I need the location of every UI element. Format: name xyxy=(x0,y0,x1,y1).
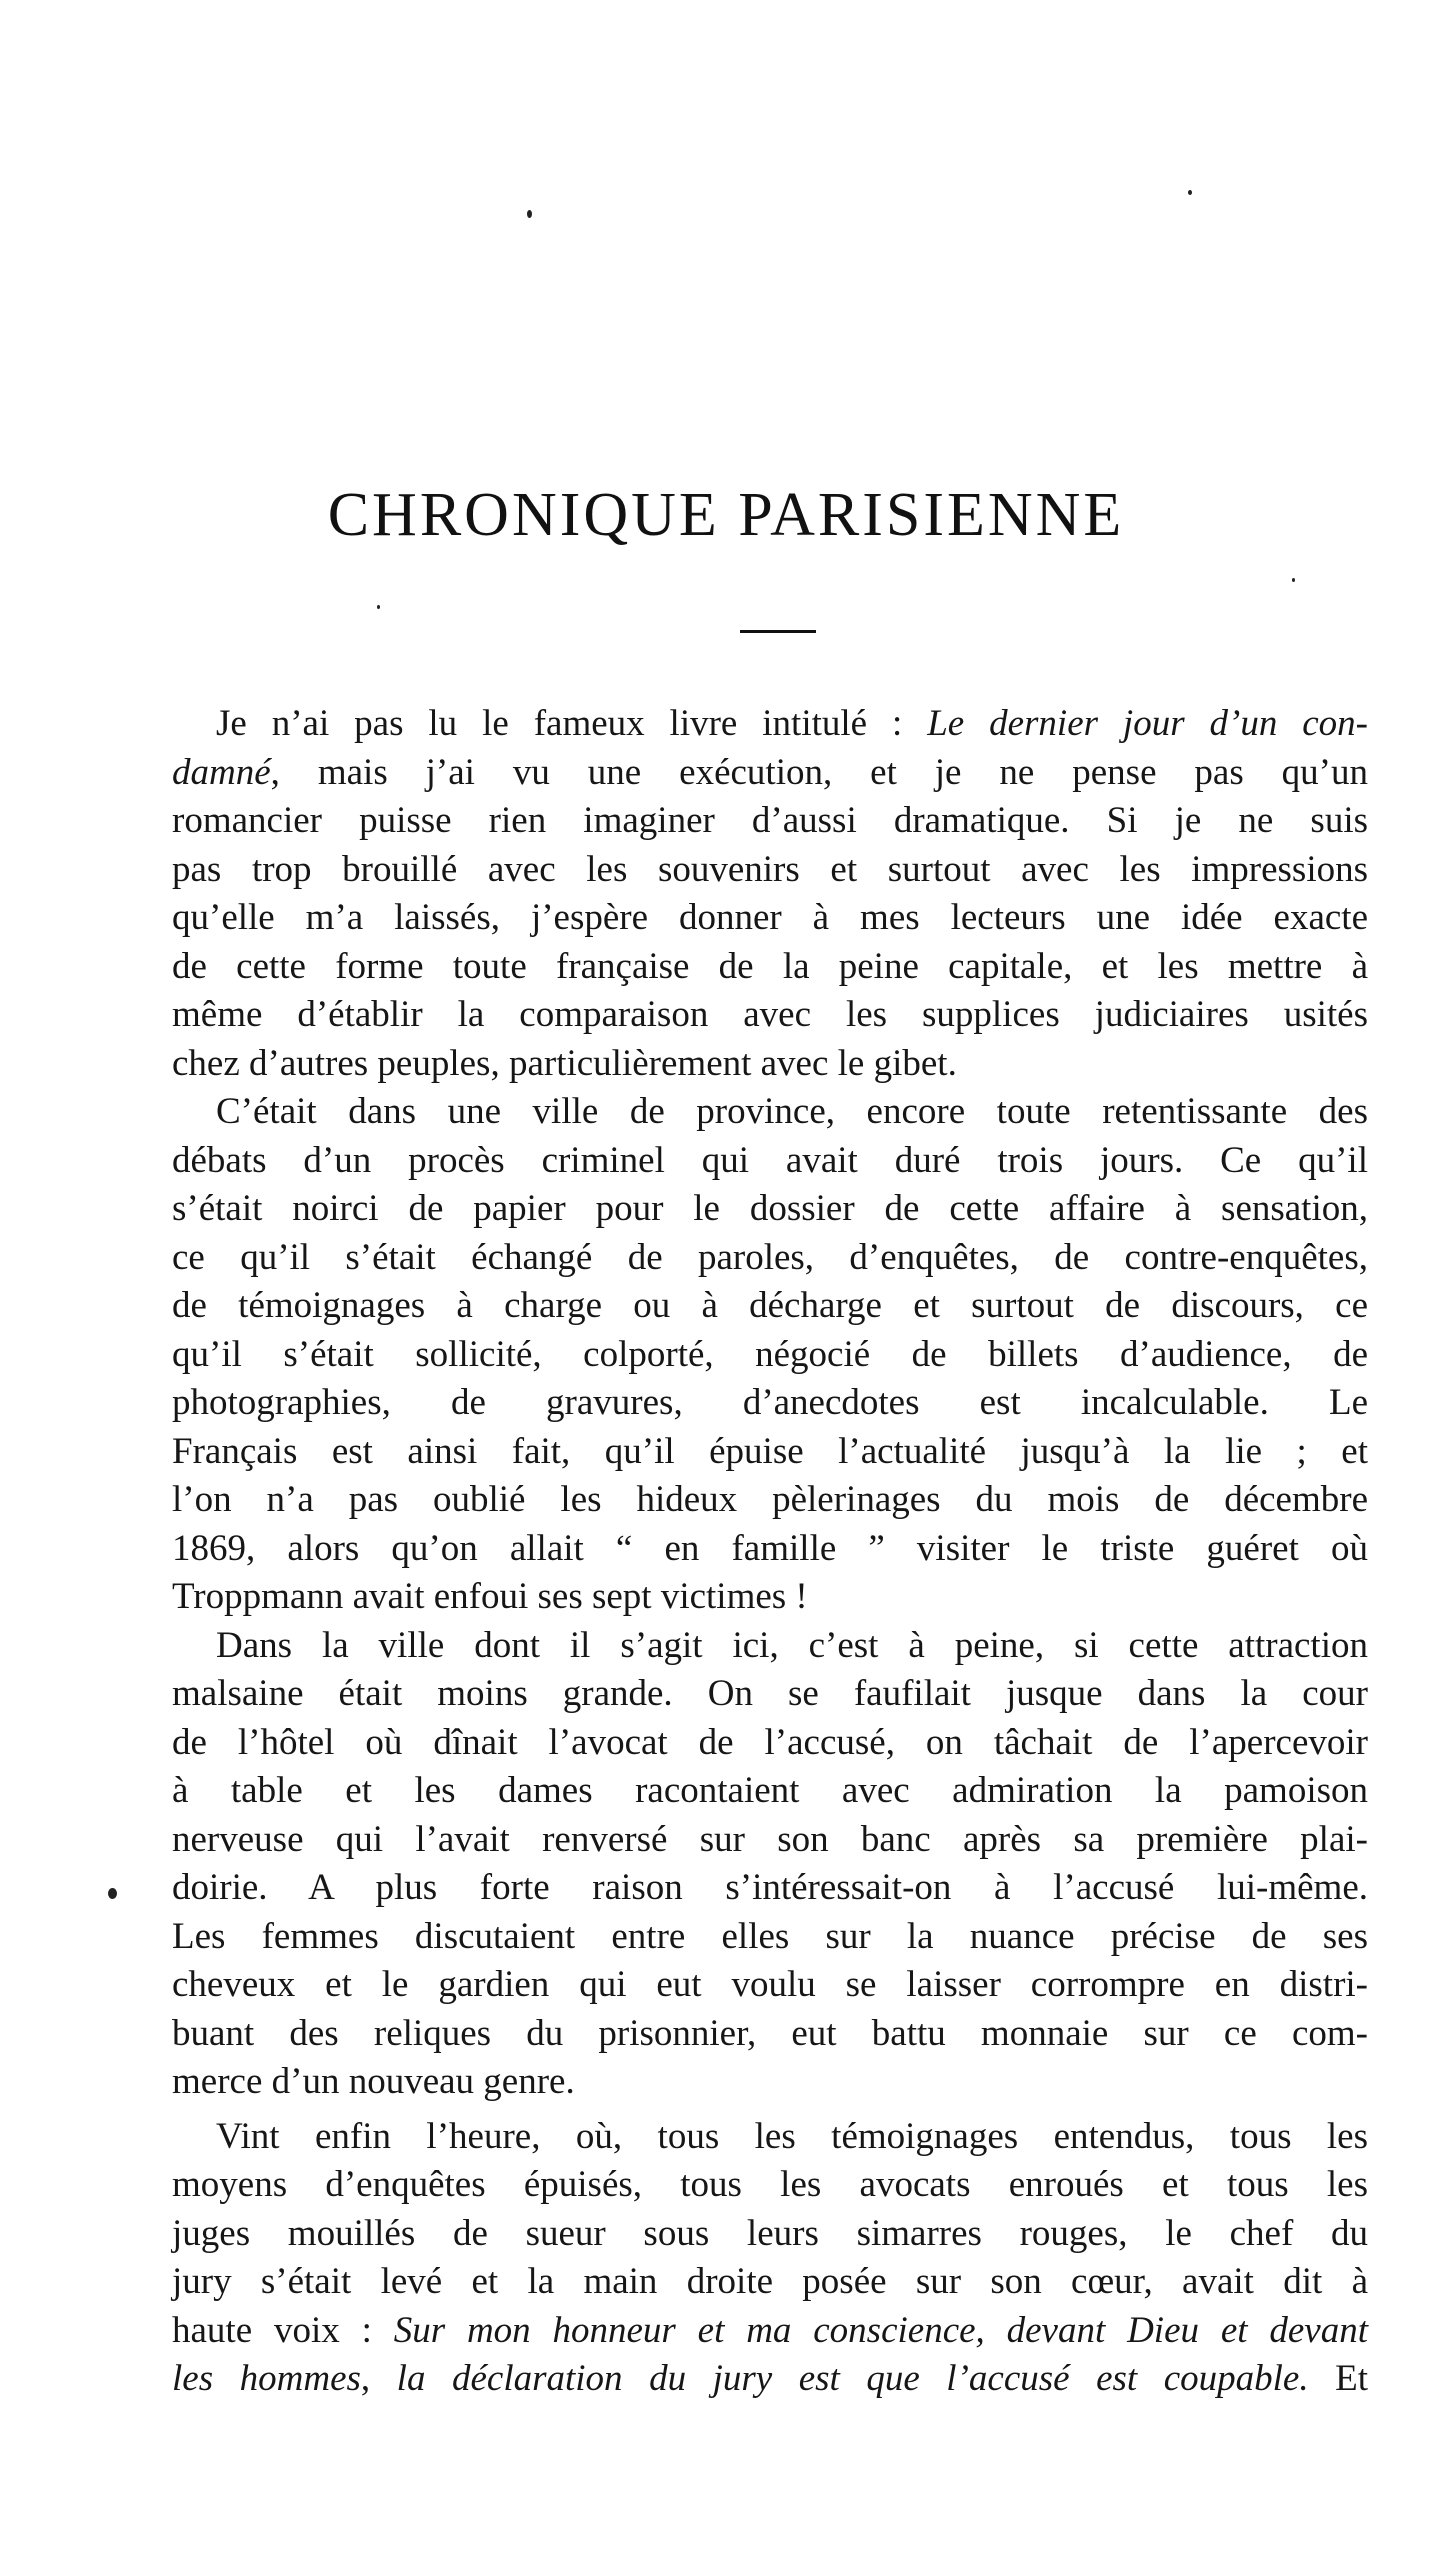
paragraph xyxy=(172,2113,1368,2404)
ink-speck xyxy=(377,605,380,609)
text-line xyxy=(172,700,1368,749)
text-line xyxy=(172,2307,1368,2356)
text-line: 1869, alors qu’on allait “ en famille ” visiter le triste guéret où xyxy=(172,1527,1368,1569)
text-line: Vint enfin l’heure, où, tous les témoignages entendus, tous les xyxy=(216,2115,1368,2157)
text-line: buant des reliques du prisonnier, eut battu monnaie sur ce com- xyxy=(172,2012,1368,2054)
book-title-italic: Le dernier jour d’un con- xyxy=(927,703,1368,744)
ink-speck xyxy=(527,210,532,218)
text-line: de témoignages à charge ou à décharge et surtout de discours, ce xyxy=(172,1285,1368,1326)
ink-speck xyxy=(108,1888,117,1899)
paragraph xyxy=(172,1088,1368,1622)
text-line: pas trop brouillé avec les souvenirs et surtout avec les impressions xyxy=(172,848,1368,890)
oath-italic: la déclaration du jury est que l’accusé est coupable. xyxy=(396,2358,1309,2399)
text-line: cheveux et le gardien qui eut voulu se laisser corrompre en distri- xyxy=(172,1964,1368,2005)
text-span: Et xyxy=(1308,2358,1368,2399)
text-line: qu’elle m’a laissés, j’espère donner à mes lecteurs une idée exacte xyxy=(172,897,1368,938)
text-line: romancier puisse rien imaginer d’aussi dramatique. Si je ne suis xyxy=(172,800,1368,841)
ink-speck xyxy=(1188,190,1192,195)
text-line: doirie. A plus forte raison s’intéressait-on à l’accusé lui-même. xyxy=(172,1867,1368,1908)
text-line: malsaine était moins grande. On se faufilait jusque dans la cour xyxy=(172,1673,1368,1714)
title-divider xyxy=(740,630,816,633)
text-line: C’était dans une ville de province, encore toute retentissante des xyxy=(216,1091,1368,1132)
text-line: qu’il s’était sollicité, colporté, négocié de billets d’audience, de xyxy=(172,1333,1368,1375)
text-span: , mais j’ai vu une exécution, et je ne pense pas qu’un xyxy=(270,751,1368,793)
page-title: CHRONIQUE PARISIENNE xyxy=(327,481,1125,549)
text-span: Je n’ai pas lu le fameux livre intitulé : xyxy=(216,703,928,744)
text-line: Dans la ville dont il s’agit ici, c’est à peine, si cette attraction xyxy=(216,1624,1368,1666)
text-line: Français est ainsi fait, qu’il épuise l’actualité jusqu’à la lie ; et xyxy=(172,1430,1368,1472)
oath-italic: les hommes xyxy=(172,2358,361,2399)
text-span: , xyxy=(360,2358,397,2399)
text-line: merce d’un nouveau genre. xyxy=(172,2061,575,2102)
paragraph xyxy=(172,700,1368,1088)
text-line xyxy=(172,749,1368,798)
text-line: même d’établir la comparaison avec les supplices judiciaires usités xyxy=(172,994,1368,1035)
text-line: de cette forme toute française de la peine capitale, et les mettre à xyxy=(172,945,1368,987)
text-line: débats d’un procès criminel qui avait duré trois jours. Ce qu’il xyxy=(172,1139,1368,1181)
text-line: Troppmann avait enfoui ses sept victimes ! xyxy=(172,1576,808,1617)
text-span: haute voix : xyxy=(172,2309,394,2351)
article-body xyxy=(172,700,1368,2404)
text-line xyxy=(172,2355,1368,2404)
text-line: chez d’autres peuples, particulièrement avec le gibet. xyxy=(172,1042,957,1084)
oath-italic: Sur mon honneur et ma conscience, devant Dieu et devant xyxy=(393,2309,1369,2351)
book-title-italic: damné xyxy=(172,751,271,793)
text-line: juges mouillés de sueur sous leurs simarres rouges, le chef du xyxy=(172,2212,1368,2254)
text-line: photographies, de gravures, d’anecdotes est incalculable. Le xyxy=(172,1382,1368,1423)
text-line: nerveuse qui l’avait renversé sur son banc après sa première plai- xyxy=(172,1818,1368,1860)
text-line: s’était noirci de papier pour le dossier de cette affaire à sensation, xyxy=(172,1188,1368,1229)
text-line: l’on n’a pas oublié les hideux pèlerinages du mois de décembre xyxy=(172,1479,1368,1520)
text-line: moyens d’enquêtes épuisés, tous les avocats enroués et tous les xyxy=(172,2164,1368,2205)
ink-speck xyxy=(1292,578,1295,582)
text-line: ce qu’il s’était échangé de paroles, d’enquêtes, de contre-enquêtes, xyxy=(172,1236,1368,1278)
text-line: à table et les dames racontaient avec admiration la pamoison xyxy=(172,1770,1368,1811)
text-line: Les femmes discutaient entre elles sur la nuance précise de ses xyxy=(172,1915,1368,1957)
paragraph xyxy=(172,1622,1368,2107)
text-line: jury s’était levé et la main droite posée sur son cœur, avait dit à xyxy=(172,2261,1368,2302)
text-line: de l’hôtel où dînait l’avocat de l’accusé, on tâchait de l’apercevoir xyxy=(172,1721,1368,1763)
